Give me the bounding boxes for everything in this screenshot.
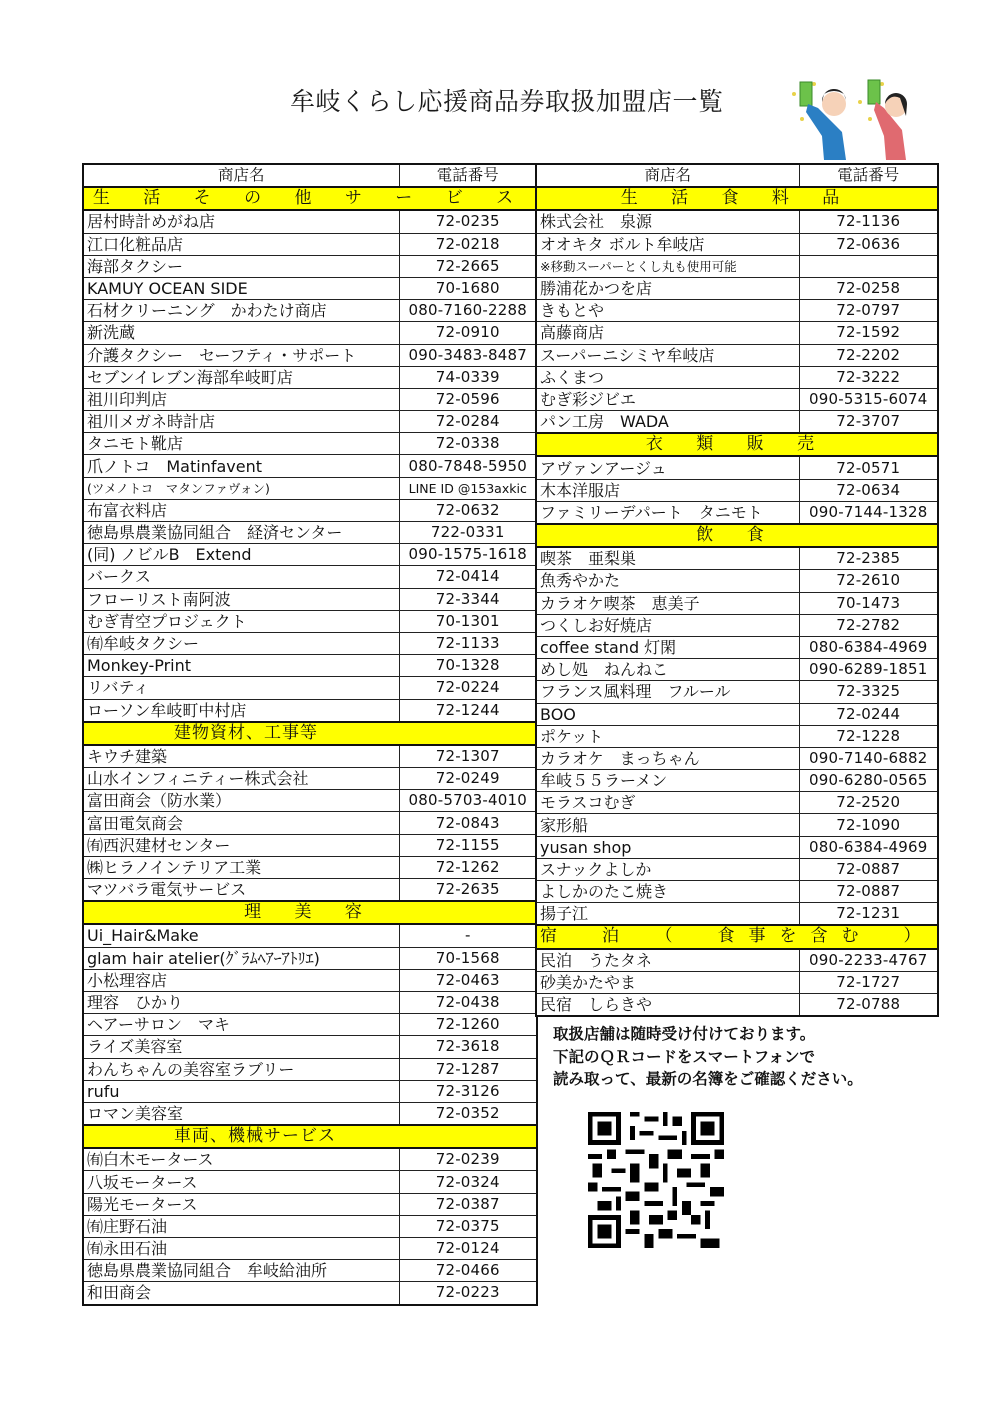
table-row — [536, 344, 938, 366]
column-header-phone: 電話番号 — [799, 164, 938, 187]
phone-number: 72-0338 — [399, 433, 537, 455]
registration-note — [553, 1023, 863, 1091]
phone-number: 080-6384-4969 — [799, 636, 938, 658]
shop-name: ㈲庄野石油 — [83, 1215, 399, 1237]
shop-name: めし処 ねんねこ — [536, 659, 799, 681]
shop-name: 家形船 — [536, 814, 799, 836]
phone-number: 72-0466 — [399, 1260, 537, 1282]
phone-number: 72-1260 — [399, 1014, 537, 1036]
category-header-row — [83, 187, 537, 210]
table-row — [536, 322, 938, 344]
phone-number: 080-5703-4010 — [399, 790, 537, 812]
shop-name: ㈲永田石油 — [83, 1238, 399, 1260]
table-row — [536, 770, 938, 792]
shop-name: rufu — [83, 1080, 399, 1102]
shop-name: ※移動スーパーとくし丸も使用可能 — [536, 255, 799, 277]
table-row — [83, 1238, 537, 1260]
shop-name: 陽光モータース — [83, 1193, 399, 1215]
table-row — [536, 547, 938, 570]
table-row — [83, 1014, 537, 1036]
category-header-row — [536, 524, 938, 547]
right-table-body — [536, 187, 938, 1016]
table-row — [83, 277, 537, 299]
table-row — [83, 745, 537, 768]
phone-number: 72-2610 — [799, 570, 938, 592]
phone-number: 72-0636 — [799, 233, 938, 255]
shop-name: 石材クリーニング かわたけ商店 — [83, 300, 399, 322]
phone-number: 090-6289-1851 — [799, 659, 938, 681]
phone-number: 70-1301 — [399, 610, 537, 632]
shop-name: 牟岐５５ラーメン — [536, 770, 799, 792]
phone-number: 72-1155 — [399, 834, 537, 856]
phone-number: 72-1727 — [799, 971, 938, 993]
phone-number: 72-1228 — [799, 725, 938, 747]
qr-code-icon[interactable] — [588, 1112, 724, 1248]
table-row — [536, 614, 938, 636]
shop-name: 爪ノトコ Matinfavent — [83, 455, 399, 477]
table-row — [536, 570, 938, 592]
phone-number: 72-0223 — [399, 1282, 537, 1305]
shop-name: キウチ建築 — [83, 745, 399, 768]
shop-name: ファミリーデパート タニモト — [536, 501, 799, 524]
table-row — [83, 522, 537, 544]
table-row — [83, 655, 537, 677]
shop-name: 理容 ひかり — [83, 991, 399, 1013]
table-row — [536, 836, 938, 858]
table-row — [83, 812, 537, 834]
note-line-1: 取扱店舗は随時受け付けております。 — [553, 1025, 816, 1043]
phone-number: 72-3325 — [799, 681, 938, 703]
shop-name: リバティ — [83, 677, 399, 699]
table-row — [83, 924, 537, 947]
shop-name: よしかのたこ焼き — [536, 881, 799, 903]
table-row — [83, 588, 537, 610]
phone-number: - — [399, 924, 537, 947]
phone-number: 72-3126 — [399, 1080, 537, 1102]
phone-number: 72-1136 — [799, 210, 938, 233]
phone-number: 70-1473 — [799, 592, 938, 614]
phone-number: 080-7848-5950 — [399, 455, 537, 477]
shop-name: 江口化粧品店 — [83, 233, 399, 255]
shop-name: フランス風料理 フルール — [536, 681, 799, 703]
table-row — [536, 255, 938, 277]
table-row — [536, 881, 938, 903]
shop-name: ㈲西沢建材センター — [83, 834, 399, 856]
table-row — [83, 834, 537, 856]
table-row — [83, 790, 537, 812]
phone-number: 72-2635 — [399, 879, 537, 902]
table-row — [536, 300, 938, 322]
shop-name: 和田商会 — [83, 1282, 399, 1305]
table-row — [536, 681, 938, 703]
table-row — [83, 344, 537, 366]
table-row — [83, 610, 537, 632]
shop-name: パン工房 WADA — [536, 411, 799, 434]
column-header-phone: 電話番号 — [399, 164, 537, 187]
table-row — [83, 544, 537, 566]
shop-name: 小松理容店 — [83, 969, 399, 991]
shop-name: アヴァンアージュ — [536, 456, 799, 479]
phone-number: 090-5315-6074 — [799, 388, 938, 410]
left-merchant-table — [82, 163, 538, 1306]
phone-number: 72-0843 — [399, 812, 537, 834]
shop-name: 砂美かたやま — [536, 971, 799, 993]
shop-name: ローソン牟岐町中村店 — [83, 699, 399, 722]
shop-name: わんちゃんの美容室ラブリー — [83, 1058, 399, 1080]
table-row — [536, 659, 938, 681]
table-row — [83, 1148, 537, 1171]
table-row — [83, 699, 537, 722]
table-row — [536, 971, 938, 993]
table-row — [83, 991, 537, 1013]
phone-number — [799, 255, 938, 277]
phone-number: 72-1133 — [399, 632, 537, 654]
shop-name: 株式会社 泉源 — [536, 210, 799, 233]
shop-name: 民宿 しらきや — [536, 993, 799, 1016]
phone-number: 74-0339 — [399, 366, 537, 388]
shop-name: むぎ彩ジビエ — [536, 388, 799, 410]
shop-name: KAMUY OCEAN SIDE — [83, 277, 399, 299]
note-line-3: 読み取って、最新の名簿をご確認ください。 — [553, 1070, 863, 1088]
shop-name: ロマン美容室 — [83, 1102, 399, 1125]
category-label: 生 活 そ の 他 サ ー ビ ス — [83, 187, 537, 210]
table-row — [83, 1282, 537, 1305]
table-row — [536, 903, 938, 926]
table-row — [83, 1036, 537, 1058]
table-row — [83, 1058, 537, 1080]
shop-name: カラオケ まっちゃん — [536, 747, 799, 769]
phone-number: 72-1244 — [399, 699, 537, 722]
category-header-row — [536, 925, 938, 948]
table-row — [536, 747, 938, 769]
phone-number: 72-0634 — [799, 479, 938, 501]
shop-name: むぎ青空プロジェクト — [83, 610, 399, 632]
table-row — [83, 1171, 537, 1193]
table-row — [536, 703, 938, 725]
shop-name: 徳島県農業協同組合 牟岐給油所 — [83, 1260, 399, 1282]
phone-number: LINE ID @153axkic — [399, 477, 537, 499]
shop-name: 八坂モータース — [83, 1171, 399, 1193]
shop-name: 民泊 うたタネ — [536, 949, 799, 972]
shop-name: スナックよしか — [536, 858, 799, 880]
table-row — [83, 322, 537, 344]
table-row — [83, 969, 537, 991]
table-row — [536, 501, 938, 524]
phone-number: 72-0224 — [399, 677, 537, 699]
table-row — [536, 479, 938, 501]
table-row — [83, 632, 537, 654]
shop-name: マツバラ電気サービス — [83, 879, 399, 902]
shop-name: 高藤商店 — [536, 322, 799, 344]
table-row — [536, 388, 938, 410]
phone-number: 090-3483-8487 — [399, 344, 537, 366]
shop-name: 居村時計めがね店 — [83, 210, 399, 233]
table-row — [536, 725, 938, 747]
shop-name: 富田商会（防水業） — [83, 790, 399, 812]
phone-number: 72-0910 — [399, 322, 537, 344]
table-row — [83, 856, 537, 878]
category-header-row — [83, 722, 537, 745]
shop-name: ポケット — [536, 725, 799, 747]
phone-number: 080-6384-4969 — [799, 836, 938, 858]
phone-number: 090-7144-1328 — [799, 501, 938, 524]
shop-name: 揚子江 — [536, 903, 799, 926]
shop-name: BOO — [536, 703, 799, 725]
phone-number: 72-0258 — [799, 277, 938, 299]
phone-number: 70-1328 — [399, 655, 537, 677]
table-row — [83, 455, 537, 477]
phone-number: 70-1680 — [399, 277, 537, 299]
shop-name: 勝浦花かつを店 — [536, 277, 799, 299]
table-row — [83, 1193, 537, 1215]
table-row — [536, 210, 938, 233]
left-table-body — [83, 187, 537, 1304]
phone-number: 72-0463 — [399, 969, 537, 991]
phone-number: 090-1575-1618 — [399, 544, 537, 566]
shop-name: つくしお好焼店 — [536, 614, 799, 636]
table-row — [83, 411, 537, 433]
table-row — [536, 636, 938, 658]
phone-number: 72-0352 — [399, 1102, 537, 1125]
phone-number: 72-1592 — [799, 322, 938, 344]
table-row — [83, 677, 537, 699]
table-row — [83, 768, 537, 790]
table-row — [83, 1215, 537, 1237]
phone-number: 72-0249 — [399, 768, 537, 790]
shop-name: タニモト靴店 — [83, 433, 399, 455]
phone-number: 72-0887 — [799, 881, 938, 903]
phone-number: 72-1231 — [799, 903, 938, 926]
table-row — [83, 1260, 537, 1282]
shop-name: 富田電気商会 — [83, 812, 399, 834]
table-row — [83, 388, 537, 410]
shop-name: 祖川印判店 — [83, 388, 399, 410]
phone-number: 72-1287 — [399, 1058, 537, 1080]
phone-number: 72-3344 — [399, 588, 537, 610]
shop-name: 海部タクシー — [83, 255, 399, 277]
phone-number: 72-0797 — [799, 300, 938, 322]
shop-name: きもとや — [536, 300, 799, 322]
phone-number: 72-3618 — [399, 1036, 537, 1058]
phone-number: 72-2385 — [799, 547, 938, 570]
phone-number: 72-1307 — [399, 745, 537, 768]
phone-number: 72-2520 — [799, 792, 938, 814]
table-row — [83, 879, 537, 902]
column-header-name: 商店名 — [83, 164, 399, 187]
right-merchant-table — [535, 163, 939, 1017]
shop-name: オオキタ ボルト牟岐店 — [536, 233, 799, 255]
category-header-row — [536, 187, 938, 210]
category-header-row — [83, 1125, 537, 1148]
phone-number: 72-2202 — [799, 344, 938, 366]
shop-name: ふくまつ — [536, 366, 799, 388]
table-row — [83, 233, 537, 255]
table-row — [536, 814, 938, 836]
phone-number: 72-1262 — [399, 856, 537, 878]
shop-name: 祖川メガネ時計店 — [83, 411, 399, 433]
table-row — [83, 210, 537, 233]
phone-number: 72-0324 — [399, 1171, 537, 1193]
shop-name: yusan shop — [536, 836, 799, 858]
column-header-name: 商店名 — [536, 164, 799, 187]
phone-number: 72-0239 — [399, 1148, 537, 1171]
phone-number: 72-3707 — [799, 411, 938, 434]
shop-name: スーパーニシミヤ牟岐店 — [536, 344, 799, 366]
phone-number: 72-2782 — [799, 614, 938, 636]
category-label: 衣 類 販 売 — [536, 433, 938, 456]
table-row — [83, 255, 537, 277]
table-row — [83, 499, 537, 521]
shop-name: Monkey-Print — [83, 655, 399, 677]
phone-number: 722-0331 — [399, 522, 537, 544]
table-row — [536, 456, 938, 479]
table-row — [83, 566, 537, 588]
table-row — [83, 947, 537, 969]
category-header-row — [536, 433, 938, 456]
table-row — [536, 792, 938, 814]
shop-name: セブンイレブン海部牟岐町店 — [83, 366, 399, 388]
shop-name: フローリスト南阿波 — [83, 588, 399, 610]
shop-name: 布富衣料店 — [83, 499, 399, 521]
shop-name: モラスコむぎ — [536, 792, 799, 814]
shop-name: 山水インフィニティー株式会社 — [83, 768, 399, 790]
shop-name: 魚秀やかた — [536, 570, 799, 592]
table-row — [83, 300, 537, 322]
phone-number: 72-0414 — [399, 566, 537, 588]
table-row — [536, 592, 938, 614]
phone-number: 72-0887 — [799, 858, 938, 880]
people-holding-vouchers-illustration — [782, 74, 917, 160]
category-label: 理 美 容 — [83, 901, 537, 924]
table-row — [536, 277, 938, 299]
shop-name: 木本洋服店 — [536, 479, 799, 501]
phone-number: 72-0387 — [399, 1193, 537, 1215]
table-row — [536, 993, 938, 1016]
phone-number: 090-2233-4767 — [799, 949, 938, 972]
phone-number: 72-0218 — [399, 233, 537, 255]
shop-name: バークス — [83, 566, 399, 588]
phone-number: 080-7160-2288 — [399, 300, 537, 322]
phone-number: 72-1090 — [799, 814, 938, 836]
table-row — [536, 366, 938, 388]
shop-name: glam hair atelier(ｸﾞﾗﾑﾍｱｰｱﾄﾘｴ) — [83, 947, 399, 969]
shop-name: 新洗蔵 — [83, 322, 399, 344]
shop-name: ㈲牟岐タクシー — [83, 632, 399, 654]
phone-number: 72-0284 — [399, 411, 537, 433]
phone-number: 72-0596 — [399, 388, 537, 410]
shop-name: ヘアーサロン マキ — [83, 1014, 399, 1036]
phone-number: 090-7140-6882 — [799, 747, 938, 769]
table-row — [83, 477, 537, 499]
table-header-row — [83, 164, 537, 187]
category-label: 宿 泊 （ 食事を含む ） — [536, 925, 938, 948]
phone-number: 72-3222 — [799, 366, 938, 388]
category-label: 生 活 食 料 品 — [536, 187, 938, 210]
phone-number: 72-0632 — [399, 499, 537, 521]
table-row — [536, 233, 938, 255]
shop-name: Ui_Hair&Make — [83, 924, 399, 947]
table-row — [536, 949, 938, 972]
phone-number: 72-0571 — [799, 456, 938, 479]
phone-number: 72-0788 — [799, 993, 938, 1016]
table-header-row — [536, 164, 938, 187]
shop-name: カラオケ喫茶 恵美子 — [536, 592, 799, 614]
phone-number: 090-6280-0565 — [799, 770, 938, 792]
table-row — [83, 433, 537, 455]
table-row — [536, 858, 938, 880]
phone-number: 72-0375 — [399, 1215, 537, 1237]
shop-name: (同) ノビルB Extend — [83, 544, 399, 566]
phone-number: 72-0124 — [399, 1238, 537, 1260]
category-header-row — [83, 901, 537, 924]
shop-name: coffee stand 灯閑 — [536, 636, 799, 658]
shop-name: 介護タクシー セーフティ・サポート — [83, 344, 399, 366]
shop-name: ㈱ヒラノインテリア工業 — [83, 856, 399, 878]
phone-number: 72-0438 — [399, 991, 537, 1013]
shop-name: 喫茶 亜梨巣 — [536, 547, 799, 570]
shop-name: ライズ美容室 — [83, 1036, 399, 1058]
category-label: 飲 食 — [536, 524, 938, 547]
shop-name: (ツメノトコ マタンファヴォン) — [83, 477, 399, 499]
phone-number: 72-0235 — [399, 210, 537, 233]
page-title: 牟岐くらし応援商品券取扱加盟店一覧 — [290, 87, 724, 116]
category-label: 車両、機械サービス — [83, 1125, 537, 1148]
table-row — [536, 411, 938, 434]
phone-number: 72-2665 — [399, 255, 537, 277]
table-row — [83, 1080, 537, 1102]
category-label: 建物資材、工事等 — [83, 722, 537, 745]
table-row — [83, 1102, 537, 1125]
phone-number: 72-0244 — [799, 703, 938, 725]
shop-name: ㈲白木モータース — [83, 1148, 399, 1171]
shop-name: 徳島県農業協同組合 経済センター — [83, 522, 399, 544]
note-line-2: 下記のＱＲコードをスマートフォンで — [553, 1047, 815, 1066]
table-row — [83, 366, 537, 388]
phone-number: 70-1568 — [399, 947, 537, 969]
